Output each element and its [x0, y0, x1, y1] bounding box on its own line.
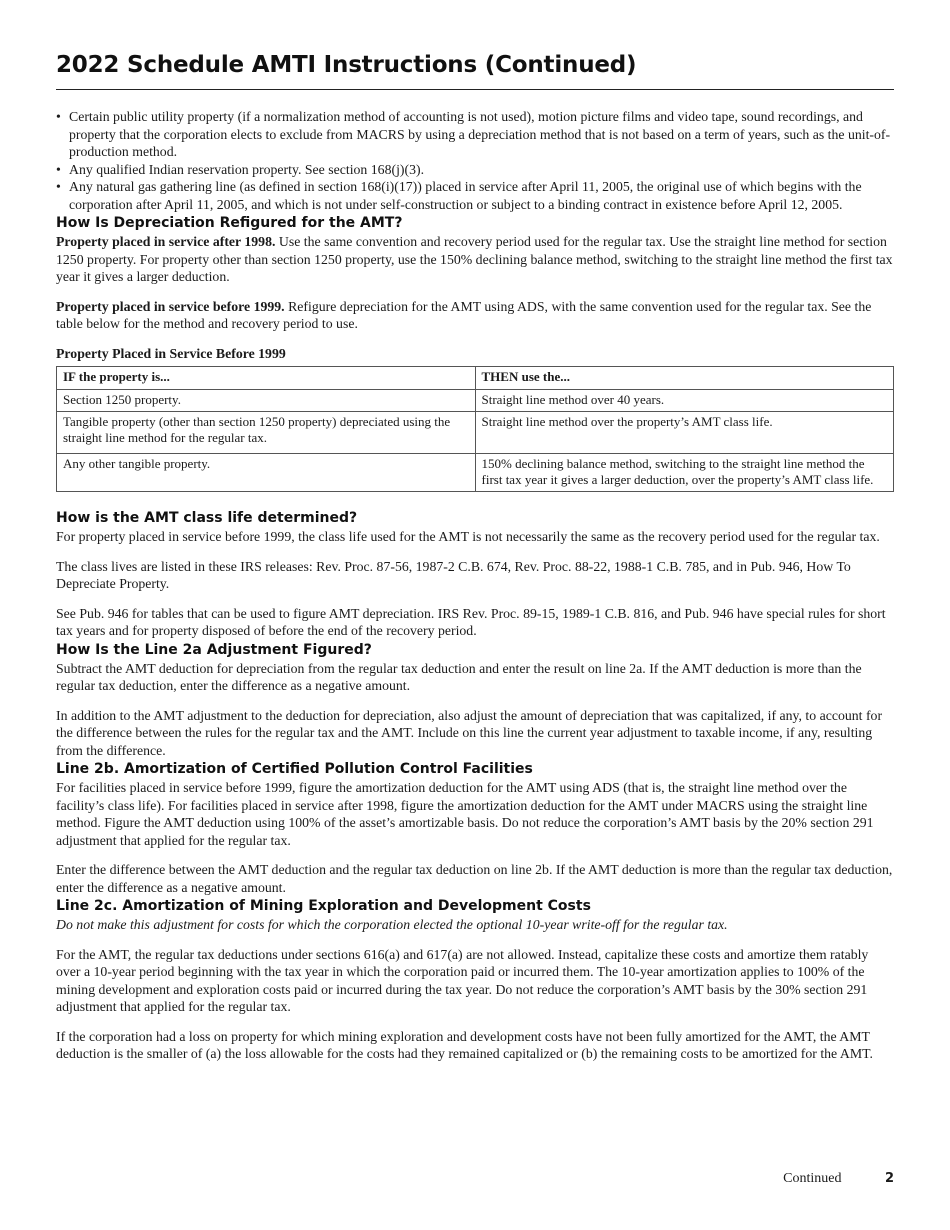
table-header-row	[57, 367, 894, 390]
table-row	[57, 412, 894, 454]
depreciation-heading: How Is Depreciation Refigured for the AMT?	[56, 215, 403, 231]
paragraph-text: Refigure depreciation for the AMT using ADS, with the same convention used for the regular tax. See the table below for the method and recovery period to use.	[56, 298, 872, 331]
page-title: 2022 Schedule AMTI Instructions (Continued)	[56, 52, 637, 78]
line-2c-heading: Line 2c. Amortization of Mining Exploration and Development Costs	[56, 898, 591, 914]
depreciation-after-1998-paragraph	[56, 233, 894, 286]
paragraph-text: Use the same convention and recovery period used for the regular tax. Use the straight line method for section 1250 property. For property other than section 1250 property, use the 150% declining balance method, switching to the straight line method the first tax year it gives a larger deduction.	[56, 234, 893, 284]
list-item	[56, 108, 894, 161]
page-number: 2	[884, 1171, 894, 1186]
bullet-icon: •	[56, 109, 61, 124]
continued-label: Continued	[783, 1171, 842, 1186]
list-item-text: Any natural gas gathering line (as defined in section 168(i)(17)) placed in service after April 11, 2005, the original use of which begins with the corporation after April 11, 2005, and which is not under self-construction or subject to a binding contract in existence before April 12, 2005.	[69, 179, 862, 212]
line-2a-heading: How Is the Line 2a Adjustment Figured?	[56, 641, 372, 658]
table-row	[57, 454, 894, 492]
list-item-text: Certain public utility property (if a normalization method of accounting is not used), motion picture films and video tape, sound recordings, and property that the corporation elects to exclude from MACRS by using a depreciation method that is not based on a term of years, such as the unit-of-production method.	[69, 109, 891, 159]
depreciation-before-1999-paragraph	[56, 298, 894, 333]
table-row	[57, 389, 894, 412]
line-2a-paragraph: Subtract the AMT deduction for depreciation from the regular tax deduction and enter the result on line 2a. If the AMT deduction is more than the regular tax deduction, enter the difference as a negative amount.	[56, 660, 862, 693]
column-header-then: THEN use the...	[475, 367, 894, 390]
table-caption: Property Placed in Service Before 1999	[56, 345, 286, 361]
list-item-text: Any qualified Indian reservation property. See section 168(j)(3).	[69, 161, 425, 177]
line-2b-paragraph: For facilities placed in service before 1999, figure the amortization deduction for the AMT using ADS (that is, the straight line method over the facility’s class life). For facilities placed in service after 1998, figure the amortization deduction for the AMT under MACRS using the straight line method. Figure the AMT deduction using 100% of the asset’s amortizable basis. Do not reduce the corporation’s AMT basis by the 20% section 291 adjustment that applied for the regular tax.	[56, 780, 874, 848]
class-life-heading: How is the AMT class life determined?	[56, 510, 358, 526]
page-content	[56, 108, 894, 1063]
bullet-icon: •	[56, 161, 61, 177]
list-item	[56, 161, 894, 179]
table-cell-if: Any other tangible property.	[57, 454, 476, 492]
line-2a-paragraph: In addition to the AMT adjustment to the deduction for depreciation, also adjust the amount of depreciation that was capitalized, if any, to account for the difference between the rules for the regular tax and the AMT. Include on this line the current year adjustment to taxable income, if any, resulting from the difference.	[56, 707, 883, 758]
table-cell-if: Tangible property (other than section 1250 property) depreciated using the straight line method for the regular tax.	[57, 412, 476, 454]
excluded-property-list	[56, 108, 894, 213]
table-cell-then: Straight line method over 40 years.	[475, 389, 894, 412]
line-2c-note: Do not make this adjustment for costs for which the corporation elected the optional 10-year write-off for the regular tax.	[56, 917, 728, 932]
line-2c-paragraph: For the AMT, the regular tax deductions under sections 616(a) and 617(a) are not allowed. Instead, capitalize these costs and amortize them ratably over a 10-year period beginning with the tax year in which the corporation paid or incurred them. The 10-year amortization applies to 100% of the mining development and exploration costs paid or incurred during the tax year. Do not reduce the corporation’s AMT basis by the 30% section 291 adjustment that applied for the regular tax.	[56, 946, 869, 1014]
bullet-icon: •	[56, 179, 61, 194]
paragraph-lead: Property placed in service before 1999.	[56, 298, 285, 314]
table-cell-then: 150% declining balance method, switching to the straight line method the first tax year it gives a larger deduction, over the property’s AMT class life.	[475, 454, 894, 492]
table-cell-then: Straight line method over the property’s AMT class life.	[475, 412, 894, 454]
class-life-paragraph: The class lives are listed in these IRS releases: Rev. Proc. 87-56, 1987-2 C.B. 674, Rev. Proc. 88-22, 1988-1 C.B. 785, and in Pub. 946, How To Depreciate Property.	[56, 558, 851, 591]
title-rule	[56, 89, 894, 90]
class-life-paragraph: See Pub. 946 for tables that can be used to figure AMT depreciation. IRS Rev. Proc. 89-15, 1989-1 C.B. 816, and Pub. 946 have special rules for short tax years and for property disposed of before the end of the recovery period.	[56, 605, 886, 638]
column-header-if: IF the property is...	[57, 367, 476, 390]
page-footer	[783, 1171, 894, 1187]
table-cell-if: Section 1250 property.	[57, 389, 476, 412]
class-life-paragraph: For property placed in service before 1999, the class life used for the AMT is not necessarily the same as the recovery period used for the regular tax.	[56, 529, 880, 544]
line-2b-heading: Line 2b. Amortization of Certified Pollution Control Facilities	[56, 761, 533, 777]
line-2c-paragraph: If the corporation had a loss on property for which mining exploration and development costs have not been fully amortized for the AMT, the AMT deduction is the smaller of (a) the loss allowable for the costs had they remained capitalized or (b) the remaining costs to be amortized for the AMT.	[56, 1028, 873, 1061]
line-2b-paragraph: Enter the difference between the AMT deduction and the regular tax deduction on line 2b. If the AMT deduction is more than the regular tax deduction, enter the difference as a negative amount.	[56, 862, 893, 895]
depreciation-method-table	[56, 366, 894, 492]
paragraph-lead: Property placed in service after 1998.	[56, 234, 276, 249]
list-item	[56, 178, 894, 213]
